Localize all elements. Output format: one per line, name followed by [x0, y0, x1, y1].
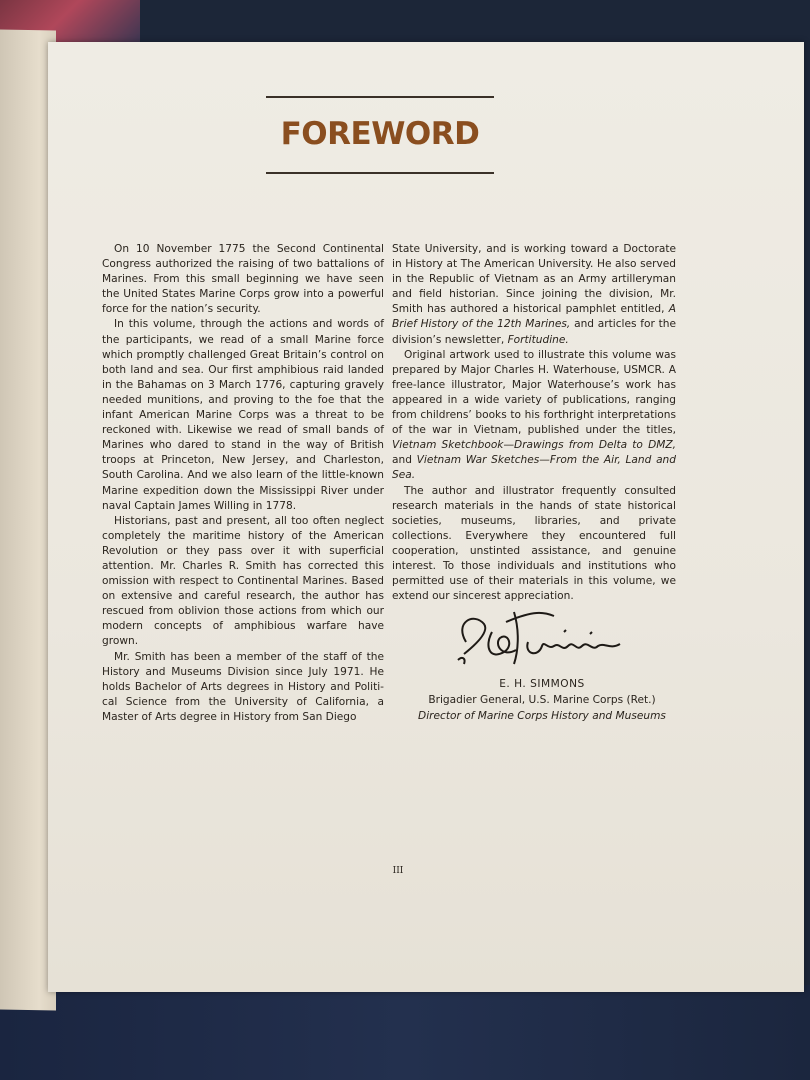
page-number: III	[392, 866, 404, 876]
paragraph: In this volume, through the actions and words of the participants, we read of a small Marine force which promptly challenged Great Britain’s control on both land and sea. Our first amphibious raid landed in the Bahamas on 3 March 1776, capturing gravely needed munitions, and proving to the foe that the infant American Marine Corps was a threat to be reckoned with. Likewise we read of small bands of Marines who dared to stand in the way of British troops at Princeton, New Jersey, and Charleston, South Carolina. And we also learn of the little-known Marine expedition down the Mississippi River under naval Captain James Willing in 1778.	[102, 318, 384, 512]
text-span: State University, and is working toward a Doctorate in History at The American University. He also served in the Republic of Vietnam as an Army artilleryman and field historian. Since joining the division, Mr. Smith has authored a historical pamphlet entitled,	[392, 243, 676, 316]
italic-title: Vietnam War Sketches—From the Air, Land and Sea.	[392, 454, 676, 482]
text-span: and articles for the division’s newsletter,	[392, 318, 676, 346]
book-page	[48, 42, 804, 992]
italic-title: Fortitudine.	[507, 333, 569, 346]
right-column	[392, 242, 676, 604]
title-rule-bottom	[266, 172, 494, 174]
page-title: FOREWORD	[280, 116, 480, 152]
signature-block	[392, 602, 692, 732]
paragraph: The author and illustrator frequently consulted research materials in the hands of state historical societies, museums, libraries, and private collections. Everywhere they encountered full cooperation, unstinted assistance, and genuine interest. To those individuals and institutions who permitted use of their materials in this volume, we extend our sincerest appreciation.	[392, 484, 676, 603]
text-span: Original artwork used to illustrate this volume was prepared by Major Charles H. Waterhouse, USMCR. A free-lance illustrator, Major Waterhouse’s work has appeared in a wide variety of publications, ranging from childrens’ books to his forthright interpretations of the war in Vietnam, published under the titles,	[392, 348, 676, 437]
paragraph: On 10 November 1775 the Second Continental Congress authorized the raising of two battalions of Marines. From this small beginning we have seen the United States Marine Corps grow into a powerful force for the nation’s security.	[102, 243, 384, 316]
signer-name: E. H. SIMMONS	[499, 678, 585, 690]
paragraph: Mr. Smith has been a member of the staff of the History and Museums Division since July 1971. He holds Bachelor of Arts degrees in History and Political Science from the University of California, a Master of Arts degree in History from San Diego	[102, 650, 384, 723]
handwritten-signature	[444, 602, 634, 672]
italic-title: Vietnam Sketchbook—Drawings from Delta to DMZ,	[392, 439, 676, 452]
paragraph: Historians, past and present, all too often neglect completely the maritime history of the American Revolution or they pass over it with superficial attention. Mr. Charles R. Smith has corrected this omission with respect to Continental Marines. Based on extensive and careful research, the author has rescued from oblivion those actions from which our modern concepts of amphibious warfare have grown.	[102, 514, 384, 648]
paragraph	[392, 348, 676, 484]
italic-title: A Brief History of the 12th Marines,	[392, 303, 676, 331]
text-span: and	[392, 454, 417, 467]
left-column	[102, 242, 384, 725]
background-fabric-bottom	[0, 985, 810, 1080]
title-rule-top	[266, 96, 494, 98]
signer-title: Director of Marine Corps History and Museums	[418, 710, 666, 722]
paragraph	[392, 242, 676, 348]
signer-rank: Brigadier General, U.S. Marine Corps (Ret.)	[428, 694, 656, 706]
